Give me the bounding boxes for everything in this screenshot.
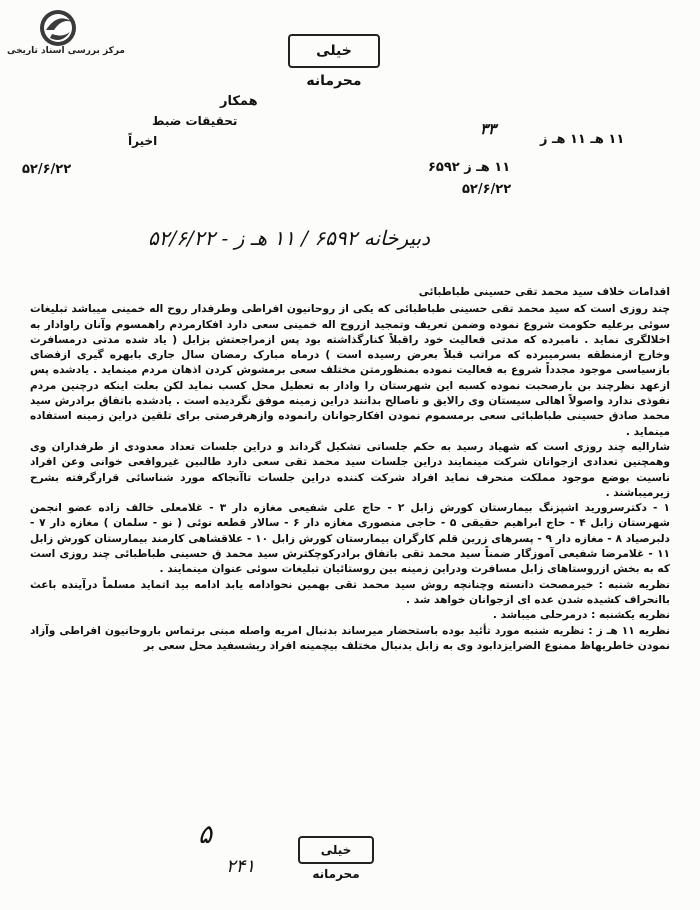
archive-caption: مرکز بررسی اسناد تاریخی [6, 46, 126, 56]
date-left: ۵۲/۶/۲۲ [22, 162, 72, 177]
registry-handwritten-note: دبیرخانه ۶۵۹۲ / ۱۱ هـ ز - ۵۲/۶/۲۲ [148, 226, 431, 250]
classification-stamp-top: خیلی محرمانه [288, 34, 380, 68]
reference-label: اخیراً [128, 134, 158, 148]
footer-number: ۵ [198, 820, 212, 850]
recipient-label: همکار [220, 94, 258, 109]
document-body [30, 285, 670, 654]
paragraph: ۱ - دکترسرورید اشپزنگ بیمارستان کورش زابل ۲ - حاج علی شفیعی مغازه دار ۳ - غلامعلی خالف زاده عضو انجمن شهرستان زابل ۴ - حاج ابراهیم حقیقی ۵ - حاجی منصوری مغازه دار ۶ - سالار قطعه نوئی ( نو - سلمان ) مغازه دار ۷ - دلبرصیاد ۸ - مغازه دار ۹ - پسرهای زرین قلم کارگران بیمارستان کورش زابل ۱۰ - علاقشاهی کارمند بیمارستان کورش زابل ۱۱ - غلامرضا شفیعی آموزگار ضمناً سید محمد تقی باتفاق برادرکوچکترش سید محمد ق حسینی طباطبائی چند روزی است که به بخش ازروستاهای زابل مسافرت ودراین زمینه بین روستائیان تبلیغات سوئی عنوان مینمایند . [30, 502, 670, 576]
paragraph: شاراليه چند روزی است که شهیاد رسید به حکم جلساتی تشکیل گرداند و دراین جلسات تعداد معدودی از طرفداران وی وهمچنین تعدادی ازجوانان شرکت مینمایند دراین جلسات سید محمد تقی سعی دارد طالبین غیرواقعی خوانی وعن افراد ناسیت بوضع موجود مملکت منحرف نماید افراد شرکت کننده دراین جلسات تاآنجاکه مورد شناسائی قرارگرفته بشرح زیرمیباشند . [30, 440, 670, 499]
date-right: ۵۲/۶/۲۲ [462, 182, 512, 197]
department-label: تحقیقات ضبط [152, 114, 238, 128]
classification-stamp-bottom: خیلی محرمانه [298, 836, 374, 864]
archive-logo-icon [38, 8, 78, 48]
footer-page-number: ۲۴۱ [226, 856, 256, 877]
reference-number-line2: ۱۱ هـ ز ۶۵۹۲ [428, 160, 511, 175]
paragraph: چند روزی است که سید محمد تقی حسینی طباطبائی که یکی از روحانیون افراطی وطرفدار روح اله خمینی میباشد تبلیغات سوئی برعلیه حکومت شروع نموده وضمن تعریف وتمجید ازروح اله خمینی سعی دارد افکارمردم راهمسوم وآنان راوادار به اخلالگری نماید . نامبرده که مدتی فعالیت خود راقبلاً کنارگذاشته بود پس ازمراجعتش بزابل ( یاد شده مدتی درمسافرت وخارج ازمنطقه بسرمیبرده که مراتب قبلاً بعرض رسیده است ) درماه مبارک رمضان سال جاری بابهره گیری ازفضای بازسیاسی موجود مجدداً شروع به فعالیت نموده بمنظورمتن مختلف سعی برمشوش کردن اذهان مردم مینماید . یادشده پس ازعهد نظرچند بن بارصحبت نموده کسبه این شهرستان را وادار به تعطیل محل کسب نماید لکن بعلت اینکه درچنین مردم نفوذی ندارد واصولاً اهالی سیستان وی رالایق و ناصالح بدانند دراین زمینه موفق نگردیده است . یادشده باتفاق برادرش سید محمد صادق حسینی طباطبائی سعی برمسموم نمودن افکارجوانان رانموده وازهرفرصتی برای تلقین دراین زمینه استفاده مینماید . [30, 303, 670, 438]
document-subtitle: اقدامات خلاف سید محمد تقی حسینی طباطبائی [418, 286, 670, 298]
reference-number-line1: ۱۱ هـ ۱۱ هـ ز [540, 132, 625, 147]
paragraph: نظریه یکشنبه : درمرحلی میباشد . [492, 609, 670, 622]
paragraph: نظریه شنبه : خیرمصحت دانسته وچنانچه روش سید محمد تقی بهمین نحوادامه یابد ادامه بید اتماید مسلماً درآینده باعث باانحراف کشیده شدن عده ای ازجوانان خواهد شد . [30, 578, 670, 606]
paragraph: نظریه ۱۱ هـ ز : نظریه شنبه مورد تأئید بوده باستحضار میرساند بدنبال امریه واصله مبنی برتماس باروحانیون افراطی وآزاد نمودن خاطریهاظ ممنوع الضرایزدابود وی به زابل بدنبال مختلف بیچمینه افراد ریشسفید محل سعی بر [30, 624, 671, 652]
reference-number-handwritten: ۳۳ [480, 120, 497, 138]
